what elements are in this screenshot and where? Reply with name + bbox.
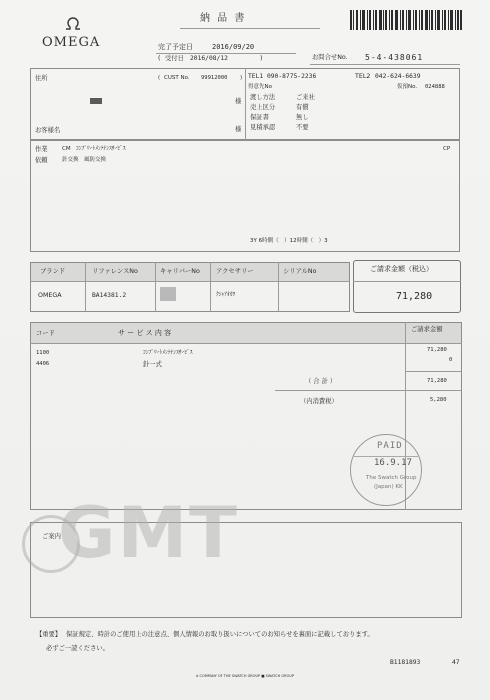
service-header-row bbox=[31, 323, 461, 343]
accessory-header: アクセサリー bbox=[216, 268, 254, 275]
service-row-2-description: 針一式 bbox=[143, 361, 162, 368]
product-col-divider-4 bbox=[278, 262, 279, 312]
omega-logo: OMEGA bbox=[42, 35, 101, 50]
sales-category-label: 売上区分 bbox=[250, 104, 276, 111]
billing-amount-label: ご請求金額（税込） bbox=[370, 265, 433, 273]
tel2-label: TEL2 bbox=[355, 73, 371, 80]
document-number: B1181893 bbox=[390, 659, 421, 666]
sales-category-value: 有償 bbox=[296, 104, 309, 111]
product-col-divider-2 bbox=[155, 262, 156, 312]
paid-stamp-rule bbox=[354, 456, 418, 457]
work-code: CM bbox=[62, 146, 71, 152]
estimate-approval-value: 不要 bbox=[296, 124, 309, 131]
caliber-redacted bbox=[160, 287, 176, 301]
service-row-1-code: 1100 bbox=[36, 350, 50, 356]
service-row-2-code: 4406 bbox=[36, 361, 50, 367]
document-title: 納 品 書 bbox=[200, 13, 247, 24]
paid-stamp-date: 16.9.17 bbox=[374, 458, 412, 468]
cust-no-label: CUST No. bbox=[164, 75, 190, 81]
delivery-method-value: ご来社 bbox=[296, 94, 315, 101]
warranty-value: 無し bbox=[296, 114, 309, 121]
completion-date-underline bbox=[156, 53, 296, 54]
service-header-separator bbox=[30, 343, 462, 344]
delivery-method-label: 渡し方法 bbox=[250, 94, 276, 101]
inquiry-underline bbox=[310, 64, 460, 65]
tel2: 042-624-6639 bbox=[375, 73, 421, 80]
estimate-approval-label: 見積承認 bbox=[250, 124, 276, 131]
title-underline bbox=[180, 28, 320, 29]
product-header-separator bbox=[30, 281, 350, 282]
cp-mark: CP bbox=[443, 146, 451, 152]
total-line-bottom bbox=[275, 390, 462, 391]
shop-no-label: 得意先No bbox=[248, 84, 272, 90]
notice-label: ご案内 bbox=[42, 533, 61, 540]
code-header: コード bbox=[36, 330, 55, 337]
receipt-no-label: 仮預No. bbox=[397, 84, 418, 90]
receipt-no: 024888 bbox=[425, 84, 445, 90]
customer-name-label: お客様名 bbox=[35, 127, 61, 134]
gmt-watermark: GMT bbox=[58, 492, 239, 574]
billing-amount-separator bbox=[353, 281, 461, 282]
brand-value: OMEGA bbox=[38, 292, 62, 299]
tax-label: （内消費税） bbox=[300, 398, 338, 405]
received-close-paren: ) bbox=[260, 55, 263, 62]
received-open-paren: ( bbox=[158, 55, 161, 62]
company-line: A COMPANY OF THE SWATCH GROUP ■ SWATCH GROUP bbox=[196, 674, 294, 678]
address-label: 住所 bbox=[35, 75, 48, 82]
total-line-top bbox=[405, 371, 462, 372]
reference-value: BA14381.2 bbox=[92, 292, 127, 299]
request-label: 依頼 bbox=[35, 157, 48, 164]
cust-close-paren: ) bbox=[240, 75, 243, 81]
paid-stamp-title: PAID bbox=[377, 441, 403, 451]
total-label: （ 合 計 ） bbox=[305, 378, 337, 385]
barcode bbox=[350, 10, 462, 30]
reference-header: リファレンスNo bbox=[92, 268, 138, 275]
service-row-1-amount: 71,280 bbox=[427, 347, 447, 353]
work-description: ｺﾝﾌﾟﾘｰﾄﾒﾝﾃﾅﾝｽｻｰﾋﾞｽ bbox=[76, 146, 126, 152]
customer-sama: 様 bbox=[235, 126, 242, 133]
completion-date-label: 完了予定日 bbox=[158, 43, 193, 51]
product-col-divider-3 bbox=[210, 262, 211, 312]
request-description: 針交換 風防交換 bbox=[62, 157, 107, 163]
paid-stamp-company: The Swatch Group bbox=[366, 475, 417, 481]
warranty-label: 保証書 bbox=[250, 114, 269, 121]
address-divider bbox=[245, 68, 246, 140]
service-amount-header: ご請求金額 bbox=[411, 326, 443, 333]
cust-open-paren: ( bbox=[158, 75, 161, 81]
product-col-divider-1 bbox=[85, 262, 86, 312]
service-description-header: サ ー ビ ス 内 容 bbox=[118, 329, 172, 337]
tel1: TEL1 090-8775-2236 bbox=[248, 73, 317, 80]
work-label: 作業 bbox=[35, 146, 48, 153]
time-note: 3Y 6時側（ ）12時側（ ）3 bbox=[250, 238, 328, 244]
address-sama: 様 bbox=[235, 98, 242, 105]
cust-no: 99912000 bbox=[201, 75, 228, 81]
received-date: 2016/08/12 bbox=[190, 55, 228, 62]
service-row-1-description: ｺﾝﾌﾟﾘｰﾄﾒﾝﾃﾅﾝｽｻｰﾋﾞｽ bbox=[143, 350, 193, 356]
important-notice-line2: 必ずご一読ください。 bbox=[46, 645, 109, 652]
paid-stamp-company-sub: (Japan) KK bbox=[374, 484, 403, 490]
accessory-value: ｸｼｬｱｵｶﾜ bbox=[216, 292, 236, 298]
brand-header: ブランド bbox=[40, 268, 66, 275]
total-value: 71,280 bbox=[427, 378, 447, 384]
caliber-header: キャリバーNo bbox=[160, 268, 200, 275]
completion-date: 2016/09/20 bbox=[212, 43, 255, 51]
important-notice-line1: 保証規定、時計のご使用上の注意点、個人情報のお取り扱いについてのお知らせを裏面に記載しております。 bbox=[66, 631, 374, 638]
page-number: 47 bbox=[452, 659, 460, 666]
inquiry-no-label: お問合せNo. bbox=[312, 54, 348, 61]
important-label: 【重要】 bbox=[36, 631, 62, 638]
service-row-2-amount: 0 bbox=[449, 357, 453, 363]
tax-value: 5,280 bbox=[430, 397, 447, 403]
serial-header: シリアルNo bbox=[283, 268, 317, 275]
billing-amount-value: 71,280 bbox=[396, 291, 433, 302]
redacted-name bbox=[90, 98, 102, 104]
omega-symbol-icon bbox=[64, 16, 82, 30]
received-date-label: 受付日 bbox=[165, 55, 184, 62]
inquiry-no: 5-4-438061 bbox=[365, 53, 424, 62]
